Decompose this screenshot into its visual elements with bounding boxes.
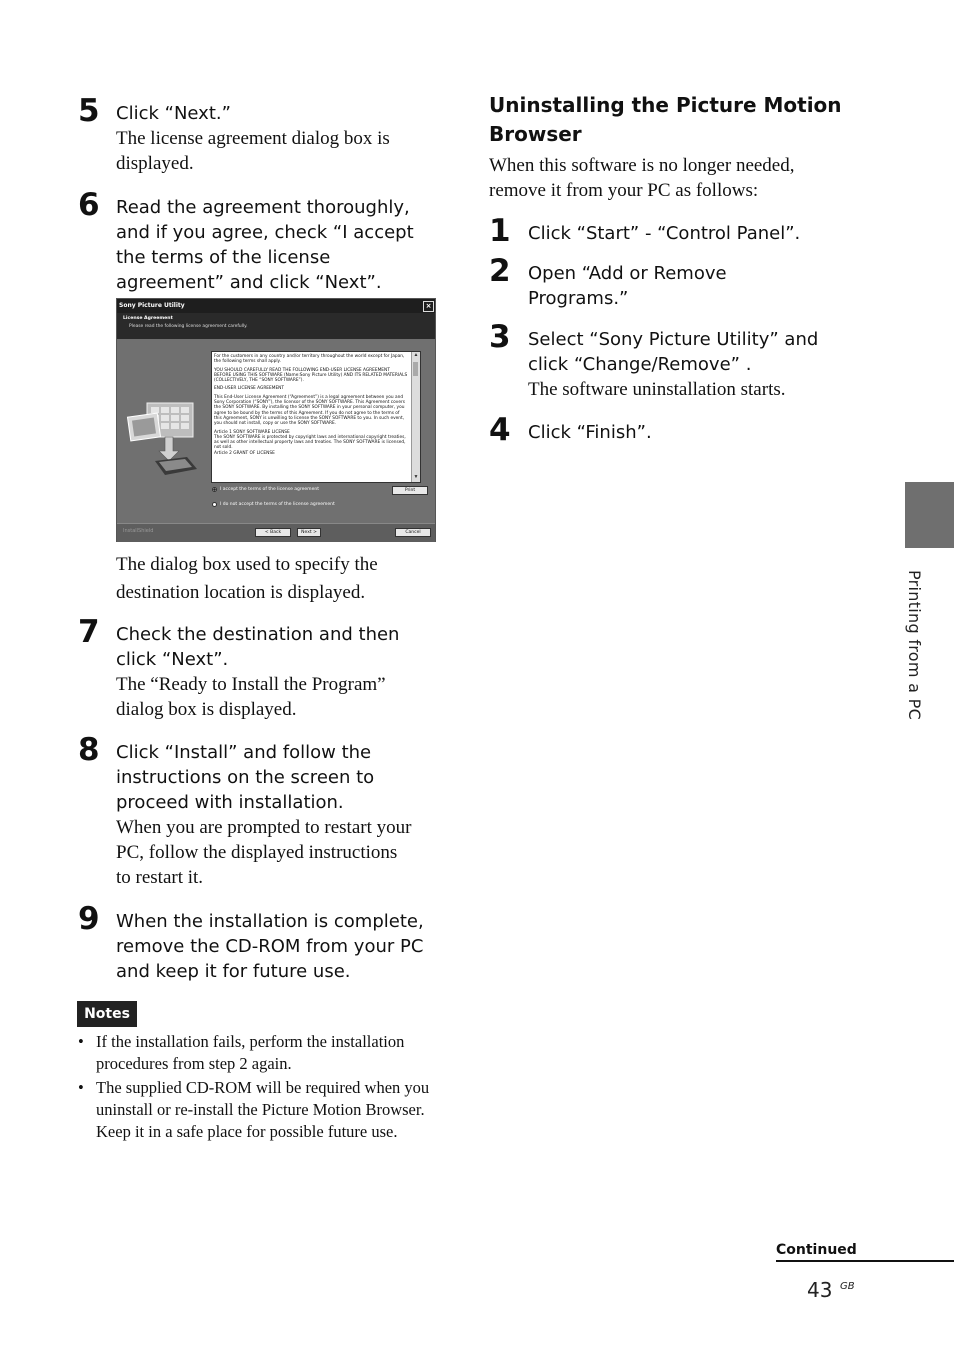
install-graphic-icon [125, 399, 205, 479]
radio-decline[interactable] [212, 502, 335, 507]
chapter-tab [905, 482, 954, 548]
scrollbar[interactable] [411, 352, 420, 482]
license-paragraph: END-USER LICENSE AGREEMENT [214, 386, 284, 392]
close-icon[interactable]: × [423, 301, 434, 312]
step-body: The software uninstallation starts. [528, 379, 786, 400]
section-heading: Uninstalling the Picture Motion Browser [489, 93, 842, 146]
step-9 [78, 901, 450, 984]
step-title: Check the destination and then click “Next”. [116, 624, 400, 670]
license-paragraph: Article 1 SONY SOFTWARE LICENSE [214, 429, 290, 435]
step-number: 1 [489, 213, 511, 249]
license-agreement-dialog-screenshot [116, 298, 436, 542]
cancel-button[interactable]: Cancel [395, 528, 431, 537]
step-title: Click “Start” - “Control Panel”. [528, 223, 801, 244]
bullet: • [78, 1078, 84, 1097]
chapter-label-text: Printing from a PC [905, 570, 924, 721]
step-number: 5 [78, 93, 100, 129]
scroll-thumb[interactable] [413, 362, 418, 376]
bullet: • [78, 1032, 84, 1051]
note-item [78, 1031, 448, 1075]
installer-brand: InstallShield [123, 528, 154, 534]
step-body: When you are prompted to restart your PC, follow the displayed instructions to restart it. [116, 817, 412, 888]
step-title: Click “Install” and follow the instructions on the screen to proceed with installation. [116, 742, 375, 813]
radio-accept[interactable] [212, 487, 319, 492]
page-number: 43 [807, 1278, 833, 1302]
step-6 [78, 187, 448, 295]
radio-unselected-icon [212, 502, 217, 507]
dialog-header-title: License Agreement [123, 316, 173, 321]
step-7 [78, 614, 448, 722]
step-number: 2 [489, 253, 511, 289]
license-text-box[interactable] [211, 351, 421, 483]
license-paragraph: Article 2 GRANT OF LICENSE [214, 450, 275, 456]
uninstall-step-2 [489, 253, 859, 311]
step-number: 3 [489, 319, 511, 355]
radio-selected-icon [212, 487, 217, 492]
step-title: Click “Next.” [116, 103, 231, 124]
dialog-header [117, 313, 435, 339]
scroll-down-icon[interactable]: ▼ [413, 475, 419, 480]
step-number: 9 [78, 901, 100, 937]
dialog-title: Sony Picture Utility [119, 302, 185, 309]
step-title: When the installation is complete, remove the CD-ROM from your PC and keep it for future use. [116, 911, 424, 982]
uninstall-step-3 [489, 319, 859, 402]
step-5 [78, 93, 448, 176]
radio-decline-label: I do not accept the terms of the license agreement [220, 502, 335, 507]
dialog-header-subtitle: Please read the following license agreement carefully. [129, 324, 248, 329]
continued-label: Continued [776, 1241, 954, 1262]
next-button[interactable]: Next > [297, 528, 321, 537]
uninstall-step-4 [489, 412, 859, 448]
print-button[interactable]: Print [392, 486, 428, 495]
section-intro: When this software is no longer needed, remove it from your PC as follows: [489, 155, 795, 201]
step-title: Open “Add or Remove Programs.” [528, 263, 727, 309]
license-paragraph: YOU SHOULD CAREFULLY READ THE FOLLOWING END-USER LICENSE AGREEMENT BEFORE USING THIS SOFTWARE (Name:Sony Picture Utility) AND ITS RELATED MATERIALS (COLLECTIVELY, THE “SONY SOFTWARE”). [214, 367, 408, 384]
notes-badge: Notes [77, 1001, 137, 1027]
step-body: The “Ready to Install the Program” dialog box is displayed. [116, 674, 386, 720]
step-number: 6 [78, 187, 100, 223]
chapter-label [905, 570, 935, 750]
dialog-body [117, 339, 435, 523]
license-paragraph: This End-User License Agreement (“Agreement”) is a legal agreement between you and Sony Corporation (“SONY”), the licensor of the SONY SOFTWARE. This Agreement covers the SONY SOFTWARE. By installing the SONY SOFTWARE in your personal computer, you agree to be bound by the terms of this Agreement. If you do not agree to the terms of this Agreement, SONY is unwilling to license the SONY SOFTWARE to you. In such event, you should not install, copy or use the SONY SOFTWARE. [214, 394, 405, 427]
step-title: Select “Sony Picture Utility” and click “Change/Remove” . [528, 329, 819, 375]
license-paragraph: The SONY SOFTWARE is protected by copyright laws and international copyright treaties, as well as other intellectual property laws and treaties. The SONY SOFTWARE is licensed, not sold. [214, 434, 406, 451]
radio-accept-label: I accept the terms of the license agreement [220, 487, 319, 492]
note-text: The supplied CD-ROM will be required when you uninstall or re-install the Picture Motion Browser. Keep it in a safe place for possible future use. [96, 1078, 430, 1141]
step-title: Read the agreement thoroughly, and if you agree, check “I accept the terms of the license agreement” and click “Next”. [116, 197, 414, 293]
note-item [78, 1077, 448, 1143]
dialog-title-bar [117, 299, 435, 313]
dialog-footer [117, 523, 435, 542]
license-paragraph: For the customers in any country and/or territory throughout the world except for Japan, the following terms shall apply. [214, 354, 405, 365]
back-button[interactable]: < Back [255, 528, 291, 537]
step-title: Click “Finish”. [528, 422, 652, 443]
step-number: 4 [489, 412, 511, 448]
after-dialog-text: The dialog box used to specify the destination location is displayed. [116, 554, 378, 603]
step-8 [78, 732, 448, 890]
scroll-up-icon[interactable]: ▲ [413, 353, 419, 358]
note-text: If the installation fails, perform the installation procedures from step 2 again. [96, 1032, 405, 1073]
step-body: The license agreement dialog box is displayed. [116, 128, 390, 174]
page-suffix: GB [840, 1281, 855, 1292]
step-number: 7 [78, 614, 100, 650]
step-number: 8 [78, 732, 100, 768]
uninstall-step-1 [489, 213, 859, 249]
